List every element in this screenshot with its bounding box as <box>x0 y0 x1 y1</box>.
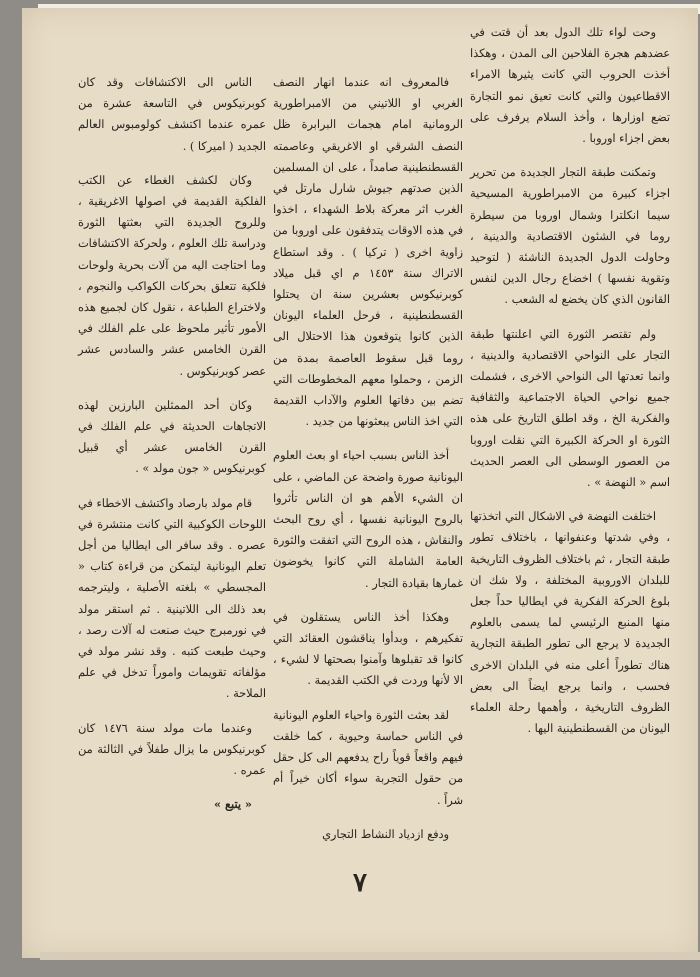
paragraph: وهكذا أخذ الناس يستقلون في تفكيرهم ، وبدأوا يناقشون العقائد التي كانوا قد تقبلوها وآمنوا بصحتها لا لشيء ، الا لأنها وردت في الكتب القديمة . <box>273 610 463 688</box>
paragraph: أخذ الناس بسبب احياء او بعث العلوم اليونانية صورة واضحة عن الماضي ، على ان الشيء الأهم هو ان الناس تأثروا بالروح اليونانية نفسها ، أي روح البحث والنقاش ، هذه الروح التي اتفقت والثورة العامة الشاملة التي كانوا يخوضون غمارها بقيادة التجار . <box>273 449 463 590</box>
paragraph: وتمكنت طبقة التجار الجديدة من تحرير اجزاء كبيرة من الامبراطورية المسيحية سيما انكلترا وشمال اوروبا من سيطرة روما في الشئون الاقتصادية والدينية ، وحاولت الدول الجديدة الناشئة ( لتوحيد وتقوية نفسها ) اخضاع رجال الدين لنفس القانون الذي كان يخضع له الشعب . <box>470 166 670 307</box>
paragraph: وكان لكشف الغطاء عن الكتب الفلكية القديمة في اصولها الاغريقية ، وللروح الجديدة التي بعثتها الثورة ودراسة تلك العلوم ، ولحركة الاكتشافات وما احتاجت اليه من آلات بحرية ولوحات فلكية تتعلق بحركات الكواكب والنجوم ، ولاختراع الطباعة ، نقول كان لجميع هذه الأمور تأثير ملحوظ على علم الفلك في القرن الخامس عشر والسادس عشر عصر كوبرنيكوس . <box>78 173 266 378</box>
paper-bottom-edge <box>40 952 700 960</box>
paragraph: ولم تقتصر الثورة التي اعلنتها طبقة التجار على النواحي الاقتصادية والدينية ، وانما تعدتها الى النواحي الاخرى ، فشملت جميع نواحي الحياة الاجتماعية والثقافية والفكرية الخ ، وقد اطلق التاريخ على هذه الثورة او الحركة الكبيرة التي نقلت اوروبا من العصور الوسطى الى العصر الحديث اسم « النهضة » . <box>470 327 670 490</box>
paragraph: وحت لواء تلك الدول بعد أن قتت في عضدهم هجرة الفلاحين الى المدن ، وهكذا أخذت الحروب التي كانت يثيرها الامراء الاقطاعيون والتي كانت تعيق نمو التجارة تضع اوزارها ، وأخذ السلام يرفرف على بعض اجزاء اوروبا . <box>470 26 670 146</box>
paragraph: ودفع ازدياد النشاط التجاري <box>322 827 449 841</box>
paragraph: الناس الى الاكتشافات وقد كان كوبرنيكوس في التاسعة عشرة من عمره عندما اكتشف كولومبوس العالم الجديد ( اميركا ) . <box>78 76 266 153</box>
paragraph: لقد بعثت الثورة واحياء العلوم اليونانية في الناس حماسة وحيوية ، كما خلقت فيهم واقعاً قوياً راح يدفعهم الى كل حقل من حقول التجربة سواء أكان خيراً أم شراً . <box>273 708 463 807</box>
paragraph: اختلفت النهضة في الاشكال التي اتخذتها ، وفي شدتها وعنفوانها ، باختلاف تطور طبقة التجار ، ثم باختلاف الظروف التاريخية للبلدان الاوروبية المختلفة ، ولا شك ان بلوغ الحركة الفكرية في ايطاليا حداً جعل منها المنبع الرئيسي لما يسمى بالعلوم الجديدة لا يرجع الى تطور الطبقة التجارية هناك تطوراً أعلى منه في البلدان الاخرى فحسب ، وانما يرجع ايضاً الى بعض الظروف التاريخية ، وأهمها رحلة العلماء اليونان من القسطنطينية اليها . <box>470 510 670 736</box>
left-column <box>78 72 266 829</box>
to-be-continued-note: « يتبع » <box>214 797 252 812</box>
paragraph: قام مولد بارصاد واكتشف الاخطاء في اللوحات الكوكبية التي كانت منتشرة في عصره . وقد سافر الى ايطاليا من أجل تعلم اليونانية ليتمكن من قراءة كتاب « المجسطي » بلغته الأصلية ، وليترجمه بعد ذلك الى اللاتينية . ثم استقر مولد في نورمبرج حيث صنعت له آلات رصد ، وحيث طبعت كتبه . وقد نشر مولد في مؤلفاته تقويمات واموراً تدخل في علم الملاحة . <box>78 496 266 701</box>
page-number: ٧ <box>353 868 367 898</box>
paragraph: وعندما مات مولد سنة ١٤٧٦ كان كوبرنيكوس ما يزال طفلاً في الثالثة من عمره . <box>78 721 266 778</box>
right-column <box>470 22 670 753</box>
paragraph: وكان أحد الممثلين البارزين لهذه الاتجاهات الحديثة في علم الفلك في القرن الخامس عشر أي قبيل كوبرنيكوس « جون مولد » . <box>78 398 266 476</box>
middle-column <box>273 72 463 858</box>
paragraph: فالمعروف انه عندما انهار النصف الغربي او اللاتيني من الامبراطورية الرومانية امام هجمات البرابرة ظل النصف الشرقي او الاغريقي وعاصمته القسطنطينية صامداً ، على ان المسلمين الذين صدتهم جيوش شارل مارتل في الغرب اثر معركة بلاط الشهداء ، اخذوا في هذه الاوقات يتدفقون على اوروبا من زاوية اخرى ( تركيا ) . وقد استطاع الاتراك سنة ١٤٥٣ م اي قبل ميلاد كوبرنيكوس بعشرين سنة ان يحتلوا القسطنطينية ، فرحل العلماء اليونان الذين كانوا يتوقعون هذا الاحتلال الى روما قبل سقوط العاصمة بمدة من الزمن ، وحملوا معهم المخطوطات التي تضم بين دفاتها العلوم والآداب القديمة التي اخذ الناس يبعثونها من جديد . <box>273 76 463 429</box>
